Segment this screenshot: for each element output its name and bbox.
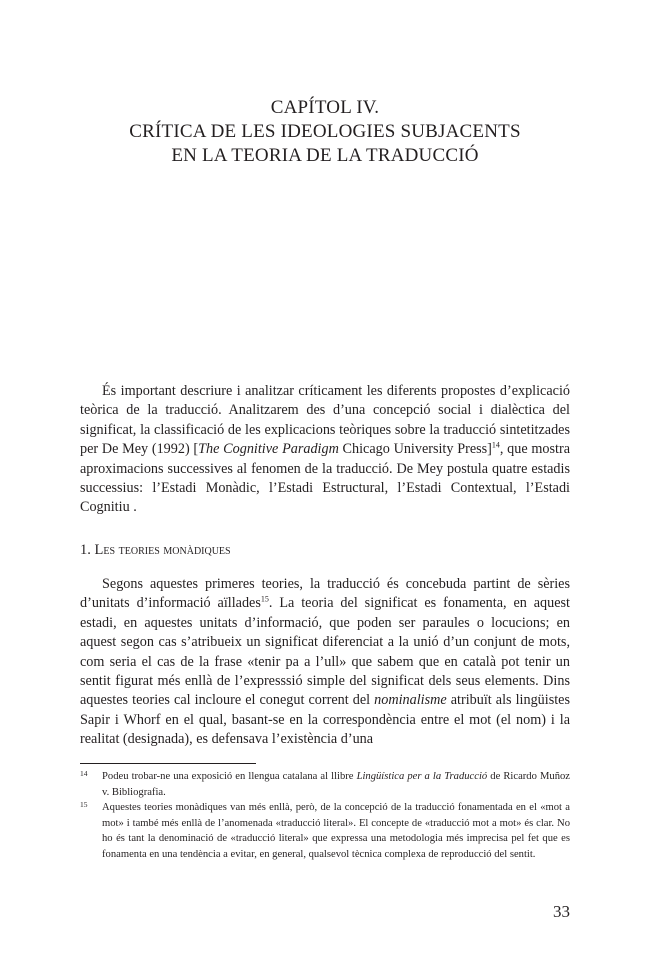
footnote-ref-14[interactable]: 14: [491, 440, 500, 450]
section-number: 1.: [80, 542, 95, 558]
body-text-1: Segons aquestes primeres teories, la traducció és concebuda partint de sèries d’unitats d’informació aïllades: [80, 576, 570, 612]
section-title: Les teories monàdiques: [94, 542, 231, 558]
page-number: 33: [553, 902, 570, 921]
footnote-14: [80, 769, 570, 800]
footnote-text-1: Podeu trobar-ne una exposició en llengua catalana al llibre: [102, 771, 357, 782]
body-text-3: atribuït als lingüistes Sapir i Whorf en el qual, basant-se en la correspondència entre el mot (el nom) i la realitat (designada), es defensava l’existència d’una: [80, 692, 570, 748]
chapter-number: CAPÍTOL IV.: [270, 97, 380, 118]
intro-text-2: Chicago University Press]: [338, 441, 492, 458]
footnote-number: 14: [80, 769, 88, 778]
intro-text-3: , que mostra aproximacions successives al fenomen de la traducció. De Mey postula quatre estadis successius: l’Estadi Monàdic, l’Estadi Estructural, l’Estadi Contextual, l’Estadi Cognitiu .: [80, 441, 571, 516]
footnote-text: Aquestes teories monàdiques van més enllà, però, de la concepció de la traducció fonamentada en el «mot a mot» i també més enllà de l’anomenada «traducció literal». El concepte de «traducció mot a mot» és clar. No ho és tant la denominació de «traducció literal» que expressa una metodologia més imprecisa pel fet que es fonamenta en una tendència a evitar, en general, qualsevol tècnica complexa de reproducció del sentit.: [102, 802, 570, 860]
chapter-title-line-1: CRÍTICA DE LES IDEOLOGIES SUBJACENTS: [129, 121, 521, 142]
footnote-number: 15: [80, 800, 88, 809]
intro-paragraph: [80, 382, 570, 518]
body-text-2: . La teoria del significat es fonamenta, en aquest estadi, en aquestes unitats d’informació, que poden ser paraules o locucions; en aquest segon cas s’atribueix un significat diferenciat a la unió d’un conjunt de mots, com seria el cas de la frase «tenir pa a l’ull» que sabem que en català pot tenir un sentit figurat més enllà de l’expresssió simple del significat dels seus elements. Dins aquestes teories cal incloure el conegut corrent del: [80, 595, 570, 709]
footnote-ref-15[interactable]: 15: [260, 594, 269, 604]
term-nominalisme: nominalisme: [374, 692, 447, 709]
footnote-text: [102, 769, 570, 800]
footnote-separator: [80, 763, 256, 764]
chapter-title-line-2: EN LA TEORIA DE LA TRADUCCIÓ: [171, 145, 479, 166]
footnote-text-2: de Ricardo Muñoz v. Bibliografia.: [102, 771, 570, 798]
chapter-title: [0, 96, 650, 168]
section-heading: [80, 541, 231, 560]
footnote-book-title: Lingüística per a la Traducció: [356, 771, 488, 782]
intro-text-1: És important descriure i analitzar críticament les diferents propostes d’explicació teòrica de la traducció. Analitzarem des d’una concepció social i dialèctica del significat, la classificació de les explicacions teòriques sobre la traducció sintetitzades per De Mey (1992) [: [80, 383, 570, 458]
footnote-15: [80, 800, 570, 862]
book-title: The Cognitive Paradigm: [198, 441, 339, 458]
body-paragraph: [80, 575, 570, 750]
